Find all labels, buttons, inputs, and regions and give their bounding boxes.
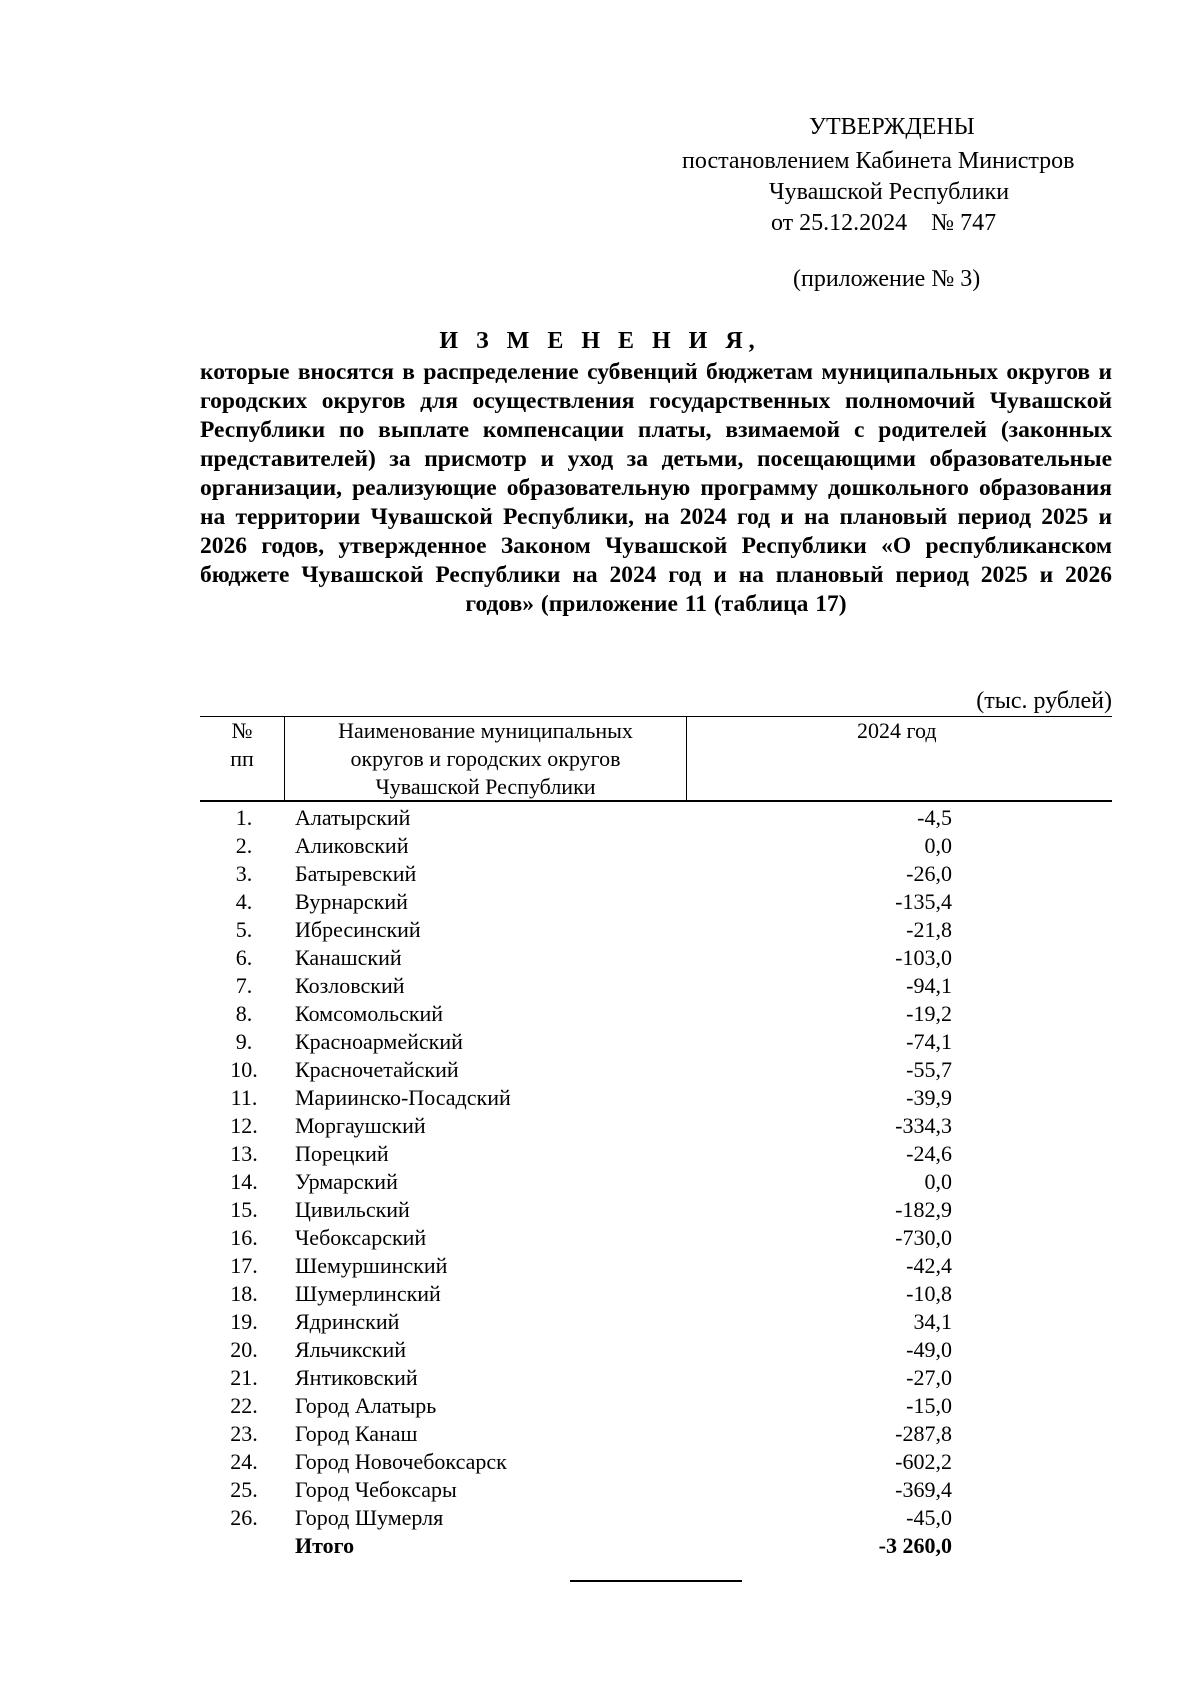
row-district-name: Мариинско-Посадский (295, 1085, 511, 1110)
total-label: Итого (295, 1533, 355, 1558)
table-row (200, 1224, 1112, 1252)
table-row (200, 972, 1112, 1000)
row-number: 11. (230, 1085, 258, 1110)
row-number: 16. (230, 1225, 258, 1250)
table-row (200, 1056, 1112, 1084)
row-number: 2. (235, 833, 253, 858)
row-number: 21. (230, 1365, 258, 1390)
row-value-2024: -24,6 (906, 1141, 952, 1166)
row-district-name: Козловский (295, 973, 405, 998)
row-number: 15. (230, 1197, 258, 1222)
table-row (200, 1028, 1112, 1056)
row-district-name: Батыревский (295, 861, 417, 886)
table-row (200, 916, 1112, 944)
row-value-2024: -74,1 (906, 1029, 952, 1054)
header-name (285, 717, 686, 801)
row-district-name: Алатырский (295, 805, 411, 830)
row-value-2024: -182,9 (895, 1197, 952, 1222)
row-number: 20. (230, 1337, 258, 1362)
row-number: 23. (230, 1421, 258, 1446)
table-row (200, 804, 1112, 832)
row-number: 7. (235, 973, 253, 998)
row-value-2024: -730,0 (895, 1225, 952, 1250)
row-value-2024: -19,2 (906, 1001, 952, 1026)
row-value-2024: -26,0 (906, 861, 952, 886)
row-value-2024: -135,4 (895, 889, 952, 914)
row-value-2024: -27,0 (906, 1365, 952, 1390)
row-number: 13. (230, 1141, 258, 1166)
table-row (200, 1336, 1112, 1364)
row-district-name: Цивильский (295, 1197, 410, 1222)
row-value-2024: -334,3 (895, 1113, 952, 1138)
row-value-2024: -602,2 (895, 1449, 952, 1474)
row-value-2024: -39,9 (906, 1085, 952, 1110)
row-number: 25. (230, 1477, 258, 1502)
row-district-name: Урмарский (295, 1169, 398, 1194)
header-name-line: округов и городских округов (350, 746, 621, 771)
table-row (200, 1448, 1112, 1476)
appendix-number: (приложение № 3) (793, 266, 981, 292)
row-district-name: Порецкий (295, 1141, 389, 1166)
row-number: 14. (230, 1169, 258, 1194)
table-row (200, 1196, 1112, 1224)
row-district-name: Красночетайский (295, 1057, 459, 1082)
table-row (200, 1252, 1112, 1280)
table-row (200, 1112, 1112, 1140)
header-year: 2024 год (857, 718, 937, 743)
row-district-name: Вурнарский (295, 889, 408, 914)
row-district-name: Комсомольский (295, 1001, 444, 1026)
document-title: И З М Е Н Е Н И Я, (439, 328, 761, 354)
table-row (200, 832, 1112, 860)
row-number: 8. (235, 1001, 253, 1026)
end-divider (570, 1580, 742, 1582)
row-district-name: Янтиковский (295, 1365, 418, 1390)
row-district-name: Красноармейский (295, 1029, 463, 1054)
row-value-2024: 34,1 (913, 1309, 952, 1334)
row-number: 26. (230, 1505, 258, 1530)
row-number: 12. (230, 1113, 258, 1138)
row-district-name: Ядринский (295, 1309, 400, 1334)
row-number: 6. (235, 945, 253, 970)
row-district-name: Моргаушский (295, 1113, 426, 1138)
row-number: 24. (230, 1449, 258, 1474)
row-district-name: Шумерлинский (295, 1281, 441, 1306)
table-row (200, 1476, 1112, 1504)
row-value-2024: 0,0 (924, 1169, 952, 1194)
row-value-2024: -369,4 (895, 1477, 952, 1502)
row-value-2024: -15,0 (906, 1393, 952, 1418)
header-num-line: № (231, 718, 253, 743)
row-value-2024: -4,5 (917, 805, 952, 830)
table-row (200, 944, 1112, 972)
row-district-name: Ибресинский (295, 917, 421, 942)
row-value-2024: -94,1 (906, 973, 952, 998)
row-number: 9. (235, 1029, 253, 1054)
table-total-row (200, 1532, 1112, 1560)
header-name-line: Наименование муниципальных (338, 718, 633, 743)
row-value-2024: -42,4 (906, 1253, 952, 1278)
table-row (200, 1504, 1112, 1532)
row-district-name: Город Алатырь (295, 1393, 437, 1418)
row-number: 19. (230, 1309, 258, 1334)
table-row (200, 1084, 1112, 1112)
row-district-name: Шемуршинский (295, 1253, 448, 1278)
row-district-name: Канашский (295, 945, 402, 970)
row-number: 3. (235, 861, 253, 886)
table-row (200, 1392, 1112, 1420)
table-row (200, 888, 1112, 916)
row-number: 22. (230, 1393, 258, 1418)
units-label: (тыс. рублей) (976, 688, 1112, 714)
row-district-name: Город Шумерля (295, 1505, 444, 1530)
table-row (200, 1168, 1112, 1196)
row-district-name: Аликовский (295, 833, 409, 858)
row-number: 1. (235, 805, 253, 830)
row-district-name: Яльчикский (295, 1337, 406, 1362)
approval-title: УТВЕРЖДЕНЫ (809, 114, 975, 140)
row-value-2024: -45,0 (906, 1505, 952, 1530)
table-row (200, 1140, 1112, 1168)
row-district-name: Город Канаш (295, 1421, 418, 1446)
approval-decree: постановлением Кабинета Министров (682, 148, 1075, 174)
table-row (200, 860, 1112, 888)
row-value-2024: -10,8 (906, 1281, 952, 1306)
row-number: 10. (230, 1057, 258, 1082)
row-value-2024: -103,0 (895, 945, 952, 970)
total-value: -3 260,0 (878, 1533, 952, 1558)
row-district-name: Город Чебоксары (295, 1477, 457, 1502)
table-row (200, 1000, 1112, 1028)
row-value-2024: -55,7 (906, 1057, 952, 1082)
row-number: 17. (230, 1253, 258, 1278)
table-row (200, 1420, 1112, 1448)
table-row (200, 1308, 1112, 1336)
row-district-name: Город Новочебоксарск (295, 1449, 507, 1474)
row-value-2024: 0,0 (924, 833, 952, 858)
table-row (200, 1280, 1112, 1308)
approval-date-number: от 25.12.2024 № 747 (771, 210, 997, 236)
row-value-2024: -21,8 (906, 917, 952, 942)
row-number: 18. (230, 1281, 258, 1306)
header-name-line: Чувашской Республики (375, 774, 596, 799)
row-number: 5. (235, 917, 253, 942)
row-value-2024: -287,8 (895, 1421, 952, 1446)
header-num (200, 717, 284, 773)
table-row (200, 1364, 1112, 1392)
document-subtitle: которые вносятся в распределение субвенций бюджетам муниципальных округов и городских округов для осуществления государственных полномочий Чувашской Республики по выплате компенсации платы, взимаемой с родителей (законных представителей) за присмотр и уход за детьми, посещающими образовательные организации, реализующие образовательную программу дошкольного образования на территории Чувашской Республики, на 2024 год и на плановый период 2025 и 2026 годов, утвержденное Законом Чувашской Республики «О республиканском бюджете Чувашской Республики на 2024 год и на плановый период 2025 и 2026 годов» (приложение 11 (таблица 17) (200, 359, 1112, 617)
header-num-line: пп (230, 746, 254, 771)
row-number: 4. (235, 889, 253, 914)
row-district-name: Чебоксарский (295, 1225, 427, 1250)
row-value-2024: -49,0 (906, 1337, 952, 1362)
approval-republic: Чувашской Республики (769, 179, 1010, 205)
